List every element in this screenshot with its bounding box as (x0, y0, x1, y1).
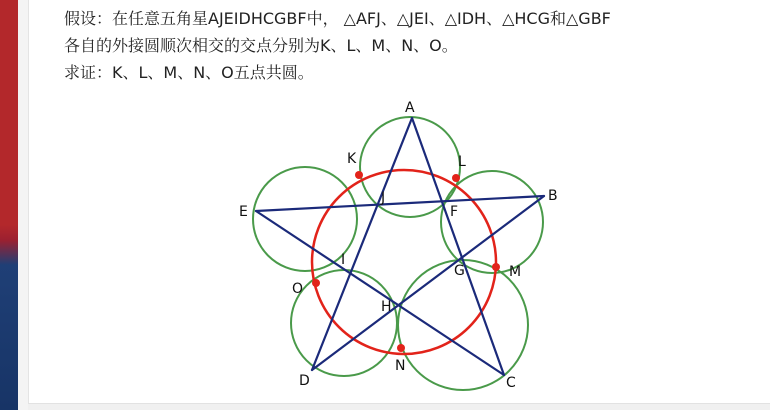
label-j: J (381, 190, 386, 206)
problem-claim: 求证：K、L、M、N、O五点共圆。 (64, 63, 314, 82)
point-k (355, 171, 363, 179)
point-l (452, 174, 460, 182)
segment-e-b (256, 196, 544, 211)
circle-idh (291, 270, 397, 376)
kmlno-circle (312, 170, 496, 354)
label-f: F (450, 204, 459, 220)
problem-hypothesis: 假设：在任意五角星AJEIDHCGBF中， △AFJ、△JEI、△IDH、△HCG和△GBF (64, 9, 611, 28)
bottom-divider (28, 403, 770, 410)
label-i: I (341, 252, 346, 268)
point-labels (292, 151, 521, 374)
label-b: B (548, 188, 558, 204)
label-e: E (239, 204, 248, 220)
label-n: N (395, 358, 406, 374)
label-k: K (347, 151, 357, 167)
label-g: G (454, 263, 465, 279)
point-n (397, 344, 405, 352)
problem-hypothesis-continued: 各自的外接圆顺次相交的交点分别为K、L、M、N、O。 (64, 36, 458, 55)
label-a: A (405, 100, 415, 116)
point-o (312, 279, 320, 287)
point-m (492, 263, 500, 271)
label-o: O (292, 281, 304, 297)
label-d: D (299, 373, 310, 389)
label-m: M (509, 264, 522, 280)
label-h: H (381, 299, 392, 315)
label-c: C (506, 375, 516, 391)
label-l: L (458, 154, 466, 170)
